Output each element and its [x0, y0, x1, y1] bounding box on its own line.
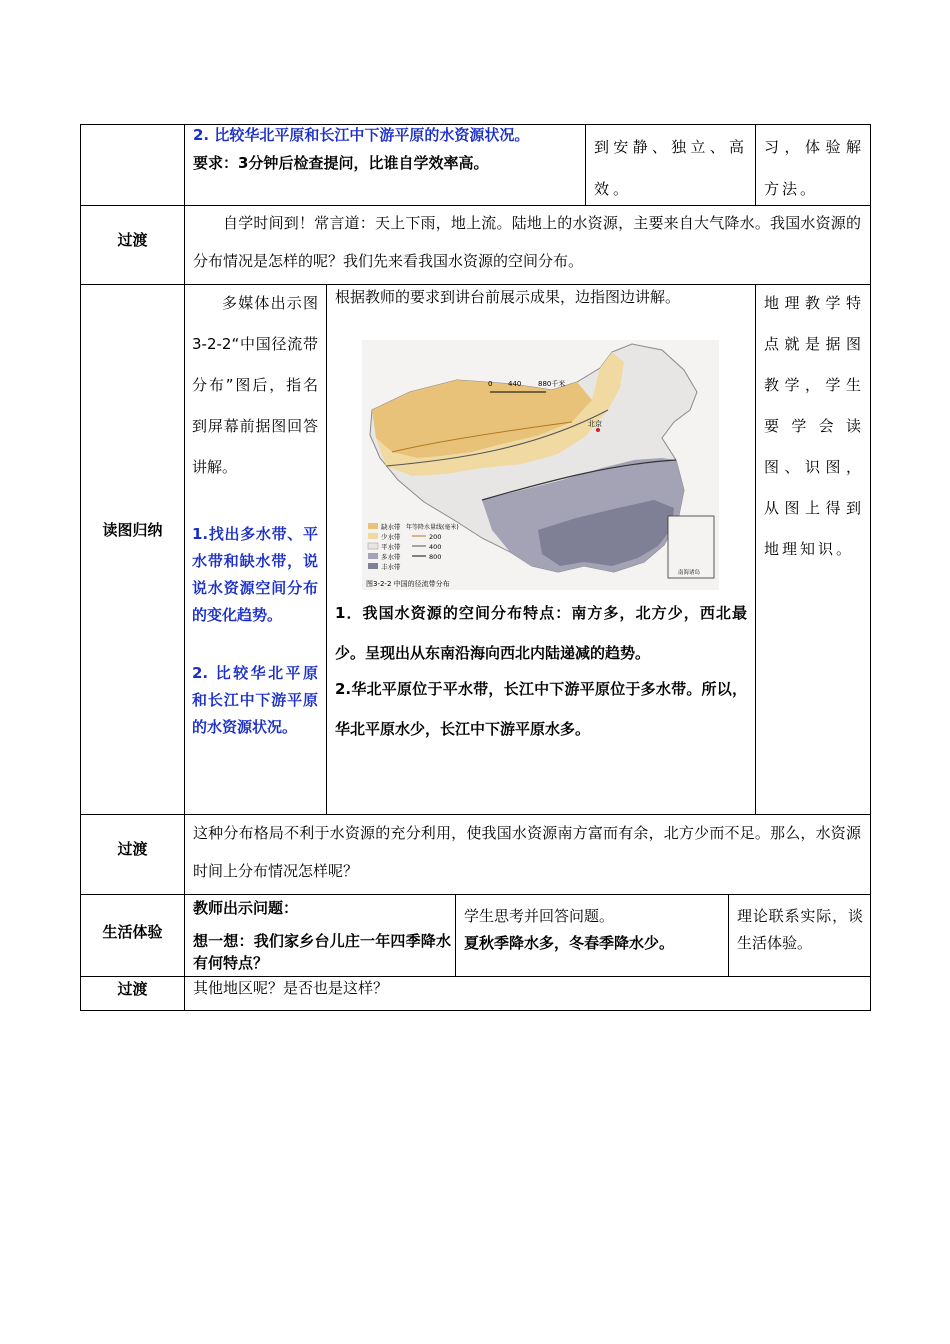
map-scale-880: 880千米: [538, 380, 566, 388]
legend-lines-title: 年等降水量线(毫米): [406, 524, 459, 531]
map-scale-0: 0: [488, 380, 493, 388]
row5-label: 生活体验: [102, 923, 163, 941]
row4-label: 过渡: [117, 840, 148, 858]
legend-swatch-more: [368, 553, 378, 559]
legend-band-mid: 平水带: [381, 543, 401, 551]
row3-teacher-q1: 1.找出多水带、平水带和缺水带，说说水资源空间分布的变化趋势。: [192, 525, 318, 624]
map-inset-label: 南海诸岛: [678, 570, 701, 576]
map-scale-440: 440: [508, 380, 522, 388]
legend-line-200-label: 200: [429, 533, 442, 541]
row5-student-line2: 夏秋季降水多，冬春季降水少。: [464, 934, 675, 952]
row3-student-intro: 根据教师的要求到讲台前展示成果，边指图边讲解。: [335, 288, 681, 306]
legend-band-lack: 缺水带: [381, 523, 401, 531]
legend-band-rich: 丰水带: [381, 563, 401, 571]
row3-student-answer2: 2.华北平原位于平水带，长江中下游平原位于多水带。所以，华北平原水少，长江中下游平原水多。: [335, 680, 747, 738]
legend-swatch-lack: [368, 523, 378, 529]
row2-label: 过渡: [117, 231, 148, 249]
row1-question: 2. 比较华北平原和长江中下游平原的水资源状况。: [193, 126, 530, 144]
legend-swatch-little: [368, 533, 378, 539]
legend-line-400-label: 400: [429, 543, 442, 551]
row3-student-answer1: 1．我国水资源的空间分布特点：南方多，北方少，西北最少。呈现出从东南沿海向西北内陆递减的趋势。: [335, 604, 747, 662]
row3-teacher-q2: 2. 比较华北平原和长江中下游平原的水资源状况。: [192, 664, 318, 736]
runoff-map-figure: [362, 340, 719, 590]
row3-teacher-intro: 多媒体出示图3-2-2“中国径流带分布”图后，指名到屏幕前据图回答讲解。: [192, 294, 318, 476]
legend-band-little: 少水带: [381, 533, 401, 541]
legend-band-more: 多水带: [381, 553, 401, 561]
map-inset-frame: [668, 516, 714, 578]
legend-swatch-rich: [368, 563, 378, 569]
row6-label: 过渡: [117, 980, 148, 998]
row3-note-text: 地理教学特点就是据图教学，学生要学会读图、识图，从图上得到地理知识。: [764, 294, 864, 558]
row5-teacher-question: 想一想：我们家乡台儿庄一年四季降水有何特点？: [193, 932, 451, 972]
legend-swatch-mid: [368, 543, 378, 549]
row3-label: 读图归纳: [102, 521, 163, 539]
map-city-marker: [596, 428, 600, 432]
row2-text: 自学时间到！常言道：天上下雨，地上流。陆地上的水资源，主要来自大气降水。我国水资源的分布情况是怎样的呢？我们先来看我国水资源的空间分布。: [193, 214, 861, 270]
row5-note-text: 理论联系实际，谈生活体验。: [737, 907, 863, 952]
map-caption: 图3-2-2 中国的径流带分布: [366, 580, 450, 588]
row5-teacher-title: 教师出示问题：: [193, 899, 299, 917]
row1-note-text: 习，体验解方法。: [764, 138, 864, 198]
row1-requirement: 要求：3分钟后检查提问，比谁自学效率高。: [193, 154, 489, 172]
row1-student-text: 到安静、独立、高效。: [594, 138, 748, 198]
row5-student-line1: 学生思考并回答问题。: [464, 907, 615, 925]
row3-label-cell: [80, 284, 185, 815]
map-city-label: 北京: [588, 420, 602, 428]
row6-text: 其他地区呢？是否也是这样？: [193, 979, 389, 997]
row4-text: 这种分布格局不利于水资源的充分利用，使我国水资源南方富而有余，北方少而不足。那么，水资源时间上分布情况怎样呢？: [193, 824, 861, 880]
legend-line-800-label: 800: [429, 553, 442, 561]
row1-label-cell: [80, 124, 185, 206]
